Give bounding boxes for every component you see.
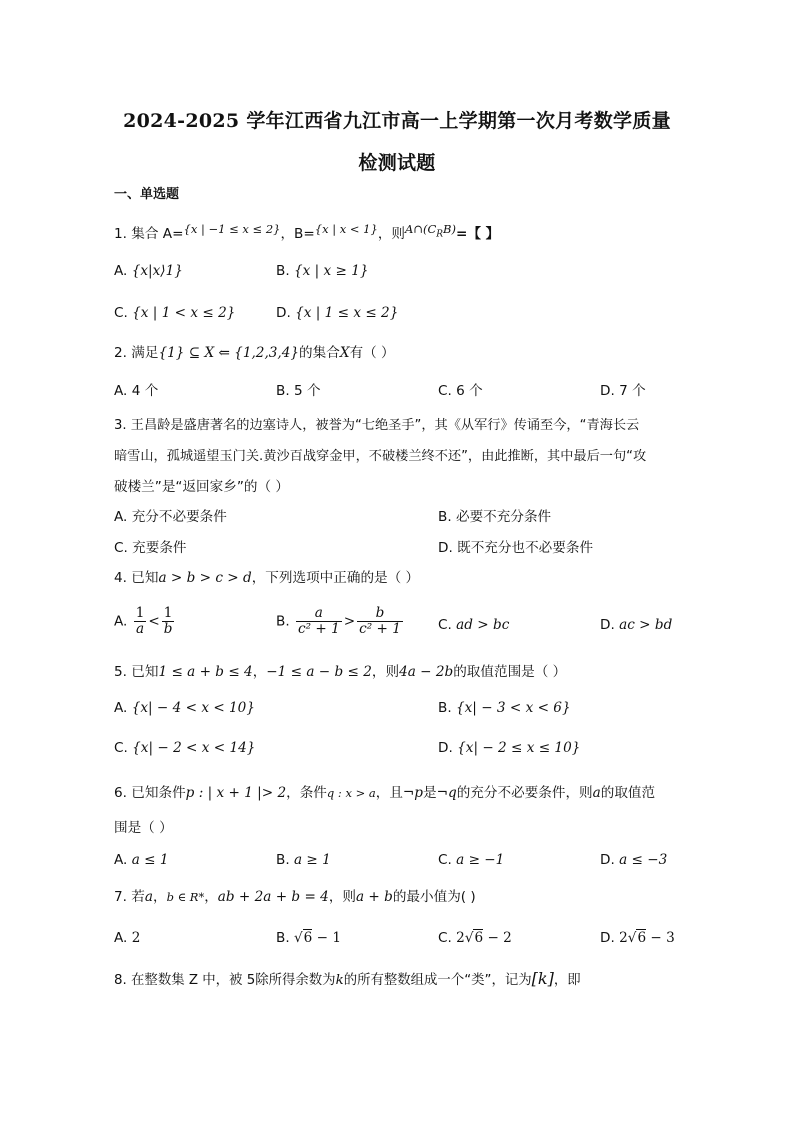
q3-option-c[interactable]: C. 充要条件 [114, 540, 187, 556]
question-1-stem: 1. 集合 A=$^{\{x | -1 \le x \le 2\}}$，B=$^{\{x | x < 1\}}$，则$^{A\cap(C_RB)}$=【 】 [114, 222, 500, 242]
q1-option-b[interactable]: B. {x | x ≥ 1} [276, 263, 369, 279]
question-3-line2: 暗雪山，孤城遥望玉门关.黄沙百战穿金甲，不破楼兰终不还”，由此推断，其中最后一句“攻 [114, 449, 647, 464]
q3-option-d[interactable]: D. 既不充分也不必要条件 [438, 540, 594, 556]
q5-option-c[interactable]: C. {x| − 2 < x < 14} [114, 740, 256, 756]
math-set-a: {x | −1 ≤ x ≤ 2} [183, 222, 281, 236]
q7-option-d[interactable]: D. 2√6 − 3 [600, 930, 675, 946]
q6-option-d[interactable]: D. a ≤ −3 [600, 852, 668, 868]
question-4-stem: 4. 已知a > b > c > d，下列选项中正确的是（ ） [114, 570, 420, 586]
question-3-line3: 破楼兰”是“返回家乡”的（ ） [114, 479, 289, 495]
question-6-line2: 围是（ ） [114, 820, 173, 836]
question-7-stem: 7. 若a，b ∈ R*，ab + 2a + b = 4，则a + b的最小值为( ) [114, 889, 476, 905]
math-expression: A∩(CRB) [405, 222, 456, 240]
question-6-stem: 6. 已知条件p : | x + 1 |> 2，条件q : x > a，且¬p是¬q的充分不必要条件，则a的取值范 [114, 785, 656, 801]
section-heading: 一、单选题 [114, 187, 180, 202]
q5-option-a[interactable]: A. {x| − 4 < x < 10} [114, 700, 255, 716]
q4-option-b[interactable]: B. $\frac{a}{\text{c² + 1}}$ > $\frac{b}{\text{c² + 1}}$ [276, 605, 401, 637]
q4-option-d[interactable]: D. ac > bd [600, 617, 673, 633]
q1-option-c[interactable]: C. {x | 1 < x ≤ 2} [114, 305, 236, 321]
sqrt-expression: 2√6 − 2 [456, 930, 512, 946]
math-set-b: {x | x < 1} [314, 222, 378, 236]
q6-option-b[interactable]: B. a ≥ 1 [276, 852, 331, 868]
question-8-stem: 8. 在整数集 Z 中，被 5除所得余数为k的所有整数组成一个“类”，记为[k]，即 [114, 969, 581, 988]
sqrt-expression: 2√6 − 3 [619, 930, 675, 946]
sqrt-expression: √6 − 1 [293, 930, 341, 946]
page-title: 2024-2025 学年江西省九江市高一上学期第一次月考数学质量 [123, 110, 671, 132]
q2-option-d[interactable]: D. 7 个 [600, 383, 646, 399]
page-title-line2: 检测试题 [358, 152, 436, 174]
q2-option-c[interactable]: C. 6 个 [438, 383, 483, 399]
question-3-line1: 3. 王昌龄是盛唐著名的边塞诗人，被誉为“七绝圣手”，其《从军行》传诵至今，“青海长云 [114, 418, 640, 433]
q4-option-a[interactable]: A. $\frac{1}{a}$ < $\frac{1}{b}$ [114, 605, 173, 637]
q5-option-d[interactable]: D. {x| − 2 ≤ x ≤ 10} [438, 740, 581, 756]
q4-option-c[interactable]: C. ad > bc [438, 617, 510, 633]
q7-option-a[interactable]: A. 2 [114, 930, 141, 946]
question-2-stem: 2. 满足{1} ⊆ X ⇐ {1,2,3,4}的集合X有（ ） [114, 345, 395, 361]
q2-option-b[interactable]: B. 5 个 [276, 383, 321, 399]
q3-option-a[interactable]: A. 充分不必要条件 [114, 509, 227, 525]
q1-option-d[interactable]: D. {x | 1 ≤ x ≤ 2} [276, 305, 399, 321]
q5-option-b[interactable]: B. {x| − 3 < x < 6} [438, 700, 571, 716]
q3-option-b[interactable]: B. 必要不充分条件 [438, 509, 552, 525]
q7-option-c[interactable]: C. 2√6 − 2 [438, 930, 512, 946]
math-expression: a > b > c > d [158, 570, 252, 586]
q2-option-a[interactable]: A. 4 个 [114, 383, 159, 399]
math-expression: {1} ⊆ X ⇐ {1,2,3,4} [158, 345, 300, 361]
question-5-stem: 5. 已知1 ≤ a + b ≤ 4，−1 ≤ a − b ≤ 2，则4a − 2b的取值范围是（ ） [114, 664, 567, 680]
q6-option-c[interactable]: C. a ≥ −1 [438, 852, 505, 868]
q1-option-a[interactable]: A. {x|x⟩1} [114, 263, 183, 279]
q7-option-b[interactable]: B. √6 − 1 [276, 930, 341, 946]
q6-option-a[interactable]: A. a ≤ 1 [114, 852, 169, 868]
